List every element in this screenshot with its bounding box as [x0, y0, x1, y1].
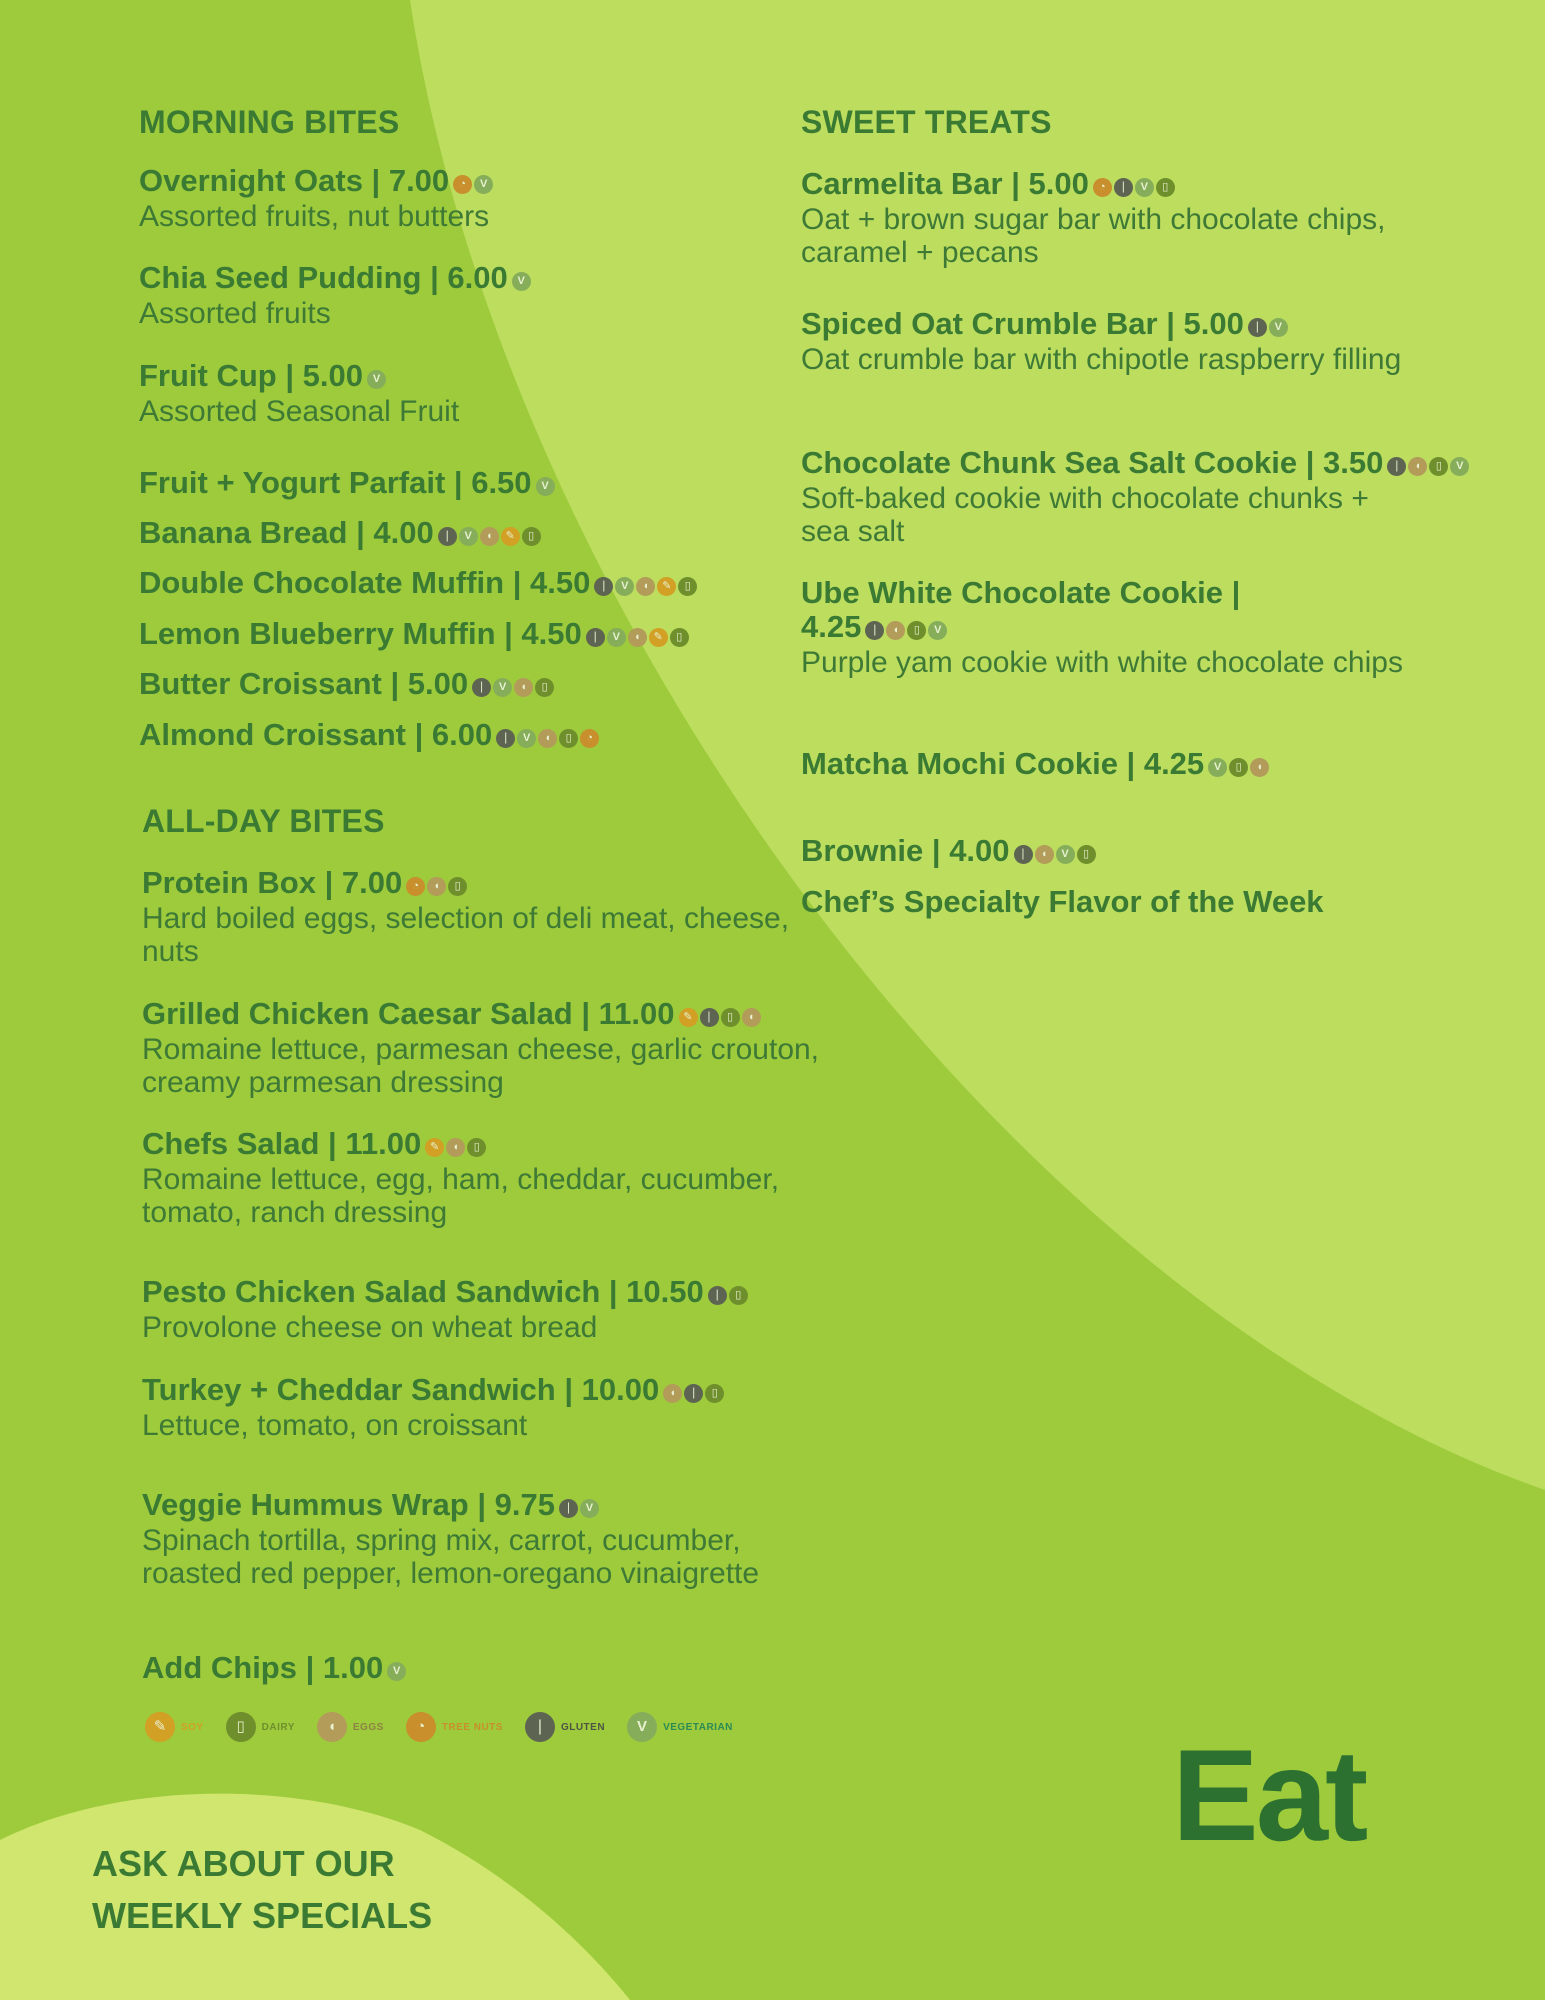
- allergen-icons: [536, 468, 557, 502]
- vegetarian-icon: V: [928, 621, 947, 640]
- legend-item-soy: [145, 1712, 204, 1742]
- vegetarian-icon: V: [580, 1499, 599, 1518]
- menu-item: [139, 718, 601, 754]
- allergen-icons: [1248, 309, 1290, 343]
- eggs-icon: ◖: [446, 1138, 465, 1157]
- menu-item: [142, 997, 832, 1099]
- legend-item-vegetarian: [627, 1712, 733, 1742]
- menu-item-name: Double Chocolate Muffin | 4.50: [139, 565, 591, 600]
- soy-icon: ✎: [501, 527, 520, 546]
- menu-item: [139, 164, 699, 233]
- menu-item-description: Romaine lettuce, parmesan cheese, garlic crouton, creamy parmesan dressing: [142, 1032, 820, 1099]
- gluten-icon: ❘: [700, 1008, 719, 1027]
- dairy-icon: ▯: [721, 1008, 740, 1027]
- allergen-icons: [1093, 169, 1177, 203]
- section-title-sweet: SWEET TREATS: [801, 104, 1052, 140]
- menu-item-name: Butter Croissant | 5.00: [139, 666, 469, 701]
- tree-nuts-icon: ◔: [580, 729, 599, 748]
- allergen-icons: [438, 518, 543, 552]
- menu-item: [139, 566, 699, 602]
- allergen-icons: [663, 1375, 726, 1409]
- menu-item-name: Banana Bread | 4.00: [139, 515, 434, 550]
- dairy-icon: ▯: [1229, 758, 1248, 777]
- soy-icon: ✎: [657, 577, 676, 596]
- legend-item-eggs: [317, 1712, 384, 1742]
- chef-specialty-text: Chef’s Specialty Flavor of the Week: [801, 884, 1324, 919]
- section-title-allday: ALL-DAY BITES: [142, 803, 385, 839]
- vegetarian-icon: V: [1056, 845, 1075, 864]
- brand-logo: Eat: [1172, 1722, 1366, 1868]
- menu-item: [801, 834, 1098, 870]
- menu-item-name: Ube White Chocolate Cookie | 4.25: [801, 575, 1241, 644]
- allergen-icons: [586, 619, 691, 653]
- vegetarian-icon: V: [1269, 318, 1288, 337]
- menu-item-description: Hard boiled eggs, selection of deli meat, cheese, nuts: [142, 901, 790, 968]
- dairy-icon: ▯: [1156, 178, 1175, 197]
- menu-item-description: Assorted fruits, nut butters: [139, 199, 490, 233]
- dairy-icon: ▯: [729, 1286, 748, 1305]
- allergen-icons: [865, 612, 949, 646]
- allergen-icons: [708, 1277, 750, 1311]
- eggs-icon: ◖: [1035, 845, 1054, 864]
- legend-item-dairy: [226, 1712, 295, 1742]
- menu-item-name: Lemon Blueberry Muffin | 4.50: [139, 616, 582, 651]
- gluten-icon: ❘: [684, 1384, 703, 1403]
- gluten-icon: ❘: [472, 678, 491, 697]
- legend-label: VEGETARIAN: [663, 1721, 733, 1733]
- menu-item-name: Protein Box | 7.00: [142, 865, 403, 900]
- vegetarian-icon: V: [517, 729, 536, 748]
- eggs-icon: ◖: [628, 628, 647, 647]
- dairy-icon: ▯: [226, 1712, 256, 1742]
- vegetarian-icon: V: [627, 1712, 657, 1742]
- vegetarian-icon: V: [607, 628, 626, 647]
- gluten-icon: ❘: [594, 577, 613, 596]
- menu-item-name: Veggie Hummus Wrap | 9.75: [142, 1487, 555, 1522]
- menu-item: [801, 747, 1271, 783]
- vegetarian-icon: V: [459, 527, 478, 546]
- section-title-morning: MORNING BITES: [139, 104, 400, 140]
- allergen-icons: [425, 1129, 488, 1163]
- dairy-icon: ▯: [448, 877, 467, 896]
- menu-item-name: Overnight Oats | 7.00: [139, 163, 450, 198]
- soy-icon: ✎: [649, 628, 668, 647]
- vegetarian-icon: V: [536, 477, 555, 496]
- menu-item-name: Chefs Salad | 11.00: [142, 1126, 422, 1161]
- dairy-icon: ▯: [535, 678, 554, 697]
- gluten-icon: ❘: [559, 1499, 578, 1518]
- allergen-icons: [387, 1653, 408, 1687]
- eggs-icon: ◖: [317, 1712, 347, 1742]
- menu-item: [142, 1651, 408, 1687]
- dairy-icon: ▯: [467, 1138, 486, 1157]
- vegetarian-icon: V: [1450, 457, 1469, 476]
- vegetarian-icon: V: [615, 577, 634, 596]
- menu-item: [142, 866, 832, 968]
- menu-item-name: Spiced Oat Crumble Bar | 5.00: [801, 306, 1244, 341]
- allergen-icons: [679, 999, 763, 1033]
- menu-item-description: Oat crumble bar with chipotle raspberry filling: [801, 342, 1402, 376]
- gluten-icon: ❘: [1114, 178, 1133, 197]
- menu-item: [139, 667, 556, 703]
- gluten-icon: ❘: [1387, 457, 1406, 476]
- dairy-icon: ▯: [907, 621, 926, 640]
- gluten-icon: ❘: [865, 621, 884, 640]
- dairy-icon: ▯: [705, 1384, 724, 1403]
- tree-nuts-icon: ◔: [453, 175, 472, 194]
- legend-label: GLUTEN: [560, 1721, 606, 1733]
- allergen-legend: [145, 1712, 755, 1742]
- menu-item-description: Assorted fruits: [139, 296, 331, 330]
- gluten-icon: ❘: [586, 628, 605, 647]
- eggs-icon: ◖: [1250, 758, 1269, 777]
- dairy-icon: ▯: [1429, 457, 1448, 476]
- eggs-icon: ◖: [886, 621, 905, 640]
- menu-item-name: Add Chips | 1.00: [142, 1650, 384, 1685]
- menu-item-description: Romaine lettuce, egg, ham, cheddar, cucumber, tomato, ranch dressing: [142, 1162, 780, 1229]
- dairy-icon: ▯: [559, 729, 578, 748]
- legend-label: TREE NUTS: [441, 1721, 503, 1733]
- menu-item: [801, 446, 1471, 548]
- menu-item-name: Chia Seed Pudding | 6.00: [139, 260, 508, 295]
- menu-item-name: Turkey + Cheddar Sandwich | 10.00: [142, 1372, 660, 1407]
- menu-item: [139, 617, 691, 653]
- weekly-specials-callout: [92, 1838, 432, 1942]
- menu-item: [139, 261, 699, 330]
- menu-item-name: Matcha Mochi Cookie | 4.25: [801, 746, 1205, 781]
- eggs-icon: ◖: [742, 1008, 761, 1027]
- legend-item-treenuts: [406, 1712, 503, 1742]
- tree-nuts-icon: ◔: [406, 877, 425, 896]
- eggs-icon: ◖: [514, 678, 533, 697]
- allergen-icons: [496, 720, 601, 754]
- specials-line-2: WEEKLY SPECIALS: [92, 1895, 433, 1936]
- gluten-icon: ❘: [496, 729, 515, 748]
- dairy-icon: ▯: [1077, 845, 1096, 864]
- vegetarian-icon: V: [1135, 178, 1154, 197]
- menu-item: [139, 359, 699, 428]
- menu-item-description: Lettuce, tomato, on croissant: [142, 1408, 528, 1442]
- menu-item-name: Pesto Chicken Salad Sandwich | 10.50: [142, 1274, 704, 1309]
- legend-label: DAIRY: [261, 1721, 295, 1733]
- tree-nuts-icon: ◔: [406, 1712, 436, 1742]
- eggs-icon: ◖: [427, 877, 446, 896]
- gluten-icon: ❘: [1014, 845, 1033, 864]
- menu-item-description: Spinach tortilla, spring mix, carrot, cucumber, roasted red pepper, lemon-oregano vinaigrette: [142, 1523, 760, 1590]
- menu-item: [139, 466, 557, 502]
- soy-icon: ✎: [425, 1138, 444, 1157]
- allergen-icons: [559, 1490, 601, 1524]
- dairy-icon: ▯: [678, 577, 697, 596]
- allergen-icons: [1208, 749, 1271, 783]
- allergen-icons: [453, 166, 495, 200]
- gluten-icon: ❘: [438, 527, 457, 546]
- eggs-icon: ◖: [538, 729, 557, 748]
- allergen-icons: [512, 263, 533, 297]
- allergen-icons: [406, 868, 469, 902]
- vegetarian-icon: V: [367, 370, 386, 389]
- menu-item-description: Oat + brown sugar bar with chocolate chips, caramel + pecans: [801, 202, 1386, 269]
- menu-item: [142, 1488, 832, 1590]
- allergen-icons: [1014, 836, 1098, 870]
- menu-item-name: Fruit + Yogurt Parfait | 6.50: [139, 465, 532, 500]
- gluten-icon: ❘: [1248, 318, 1267, 337]
- allergen-icons: [367, 361, 388, 395]
- menu-item: [139, 516, 543, 552]
- menu-item-description: Purple yam cookie with white chocolate chips: [801, 645, 1403, 679]
- eggs-icon: ◖: [663, 1384, 682, 1403]
- menu-item-name: Chocolate Chunk Sea Salt Cookie | 3.50: [801, 445, 1384, 480]
- menu-item: [142, 1127, 832, 1229]
- eggs-icon: ◖: [1408, 457, 1427, 476]
- legend-label: SOY: [181, 1721, 204, 1733]
- specials-line-1: ASK ABOUT OUR: [92, 1843, 395, 1884]
- vegetarian-icon: V: [493, 678, 512, 697]
- eggs-icon: ◖: [636, 577, 655, 596]
- allergen-icons: [594, 568, 699, 602]
- eggs-icon: ◖: [480, 527, 499, 546]
- dairy-icon: ▯: [670, 628, 689, 647]
- menu-item-description: Assorted Seasonal Fruit: [139, 394, 460, 428]
- menu-item-name: Carmelita Bar | 5.00: [801, 166, 1089, 201]
- menu-item: [801, 307, 1421, 376]
- menu-item: [142, 1275, 832, 1344]
- gluten-icon: ❘: [708, 1286, 727, 1305]
- menu-item: [801, 167, 1421, 269]
- vegetarian-icon: V: [512, 272, 531, 291]
- legend-label: EGGS: [352, 1721, 384, 1733]
- menu-item-name: Almond Croissant | 6.00: [139, 717, 493, 752]
- vegetarian-icon: V: [387, 1662, 406, 1681]
- tree-nuts-icon: ◔: [1093, 178, 1112, 197]
- vegetarian-icon: V: [1208, 758, 1227, 777]
- allergen-icons: [1387, 448, 1471, 482]
- vegetarian-icon: V: [474, 175, 493, 194]
- gluten-icon: ❘: [525, 1712, 555, 1742]
- dairy-icon: ▯: [522, 527, 541, 546]
- menu-item: [801, 576, 1421, 679]
- soy-icon: ✎: [679, 1008, 698, 1027]
- menu-item-description: Soft-baked cookie with chocolate chunks + sea salt: [801, 481, 1369, 548]
- soy-icon: ✎: [145, 1712, 175, 1742]
- legend-item-gluten: [525, 1712, 605, 1742]
- menu-item: [142, 1373, 832, 1442]
- menu-item-name: Fruit Cup | 5.00: [139, 358, 363, 393]
- menu-item-name: Grilled Chicken Caesar Salad | 11.00: [142, 996, 675, 1031]
- allergen-icons: [472, 669, 556, 703]
- menu-item-name: Brownie | 4.00: [801, 833, 1010, 868]
- menu-item-description: Provolone cheese on wheat bread: [142, 1310, 598, 1344]
